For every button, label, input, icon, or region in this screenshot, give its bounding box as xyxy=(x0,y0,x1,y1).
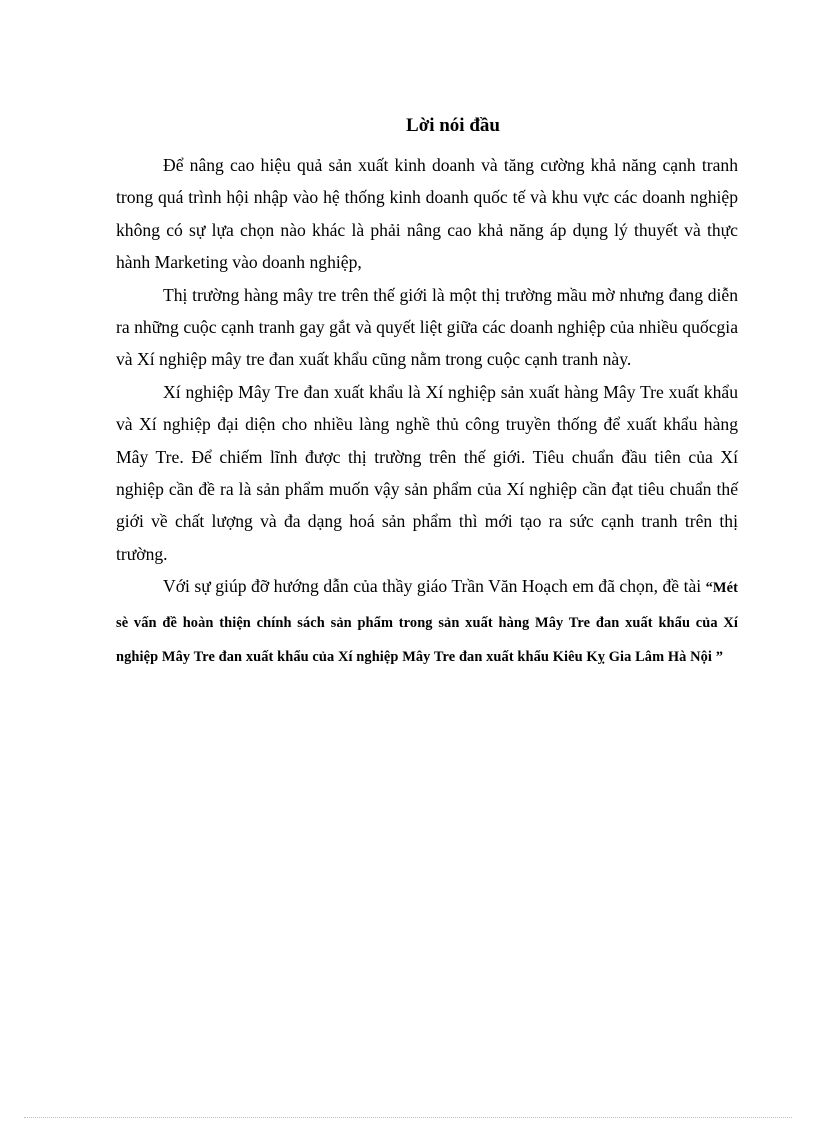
paragraph-closing xyxy=(116,570,738,673)
closing-intro: Với sự giúp đỡ hướng dẫn của thầy giáo Trần Văn Hoạch em đã chọn, đề tài xyxy=(163,576,706,597)
thesis-topic: “Mét sè vấn đề hoàn thiện chính sách sản phẩm trong sản xuất hàng Mây Tre đan xuất khẩu của Xí nghiệp Mây Tre đan xuất khẩu của Xí nghiệp Mây Tre đan xuất khẩu Kiêu Kỵ Gia Lâm Hà Nội ” xyxy=(116,580,738,666)
paragraph-2: Thị trường hàng mây tre trên thế giới là một thị trường mầu mờ nhưng đang diễn ra những cuộc cạnh tranh gay gắt và quyết liệt giữa các doanh nghiệp của nhiều quốcgia và Xí nghiệp mây tre đan xuất khẩu cũng nằm trong cuộc cạnh tranh này. xyxy=(116,284,738,370)
paragraph-3: Xí nghiệp Mây Tre đan xuất khẩu là Xí nghiệp sản xuất hàng Mây Tre xuất khẩu và Xí nghiệp đại diện cho nhiều làng nghề thủ công truyền thống để xuất khẩu hàng Mây Tre. Để chiếm lĩnh được thị trường trên thế giới. Tiêu chuẩn đầu tiên của Xí nghiệp cần đề ra là sản phẩm muốn vậy sản phẩm của Xí nghiệp cần đạt tiêu chuẩn thế giới về chất lượng và đa dạng hoá sản phẩm thì mới tạo ra sức cạnh tranh trên thị trường. xyxy=(116,381,738,564)
page-bottom-divider xyxy=(24,1117,792,1118)
document-body xyxy=(116,149,738,674)
paragraph-1: Để nâng cao hiệu quả sản xuất kinh doanh và tăng cường khả năng cạnh tranh trong quá trình hội nhập vào hệ thống kinh doanh quốc tế và khu vực các doanh nghiệp không có sự lựa chọn nào khác là phải nâng cao khả năng áp dụng lý thuyết và thực hành Marketing vào doanh nghiệp, xyxy=(116,155,738,273)
page-title: Lời nói đầu xyxy=(406,115,500,136)
